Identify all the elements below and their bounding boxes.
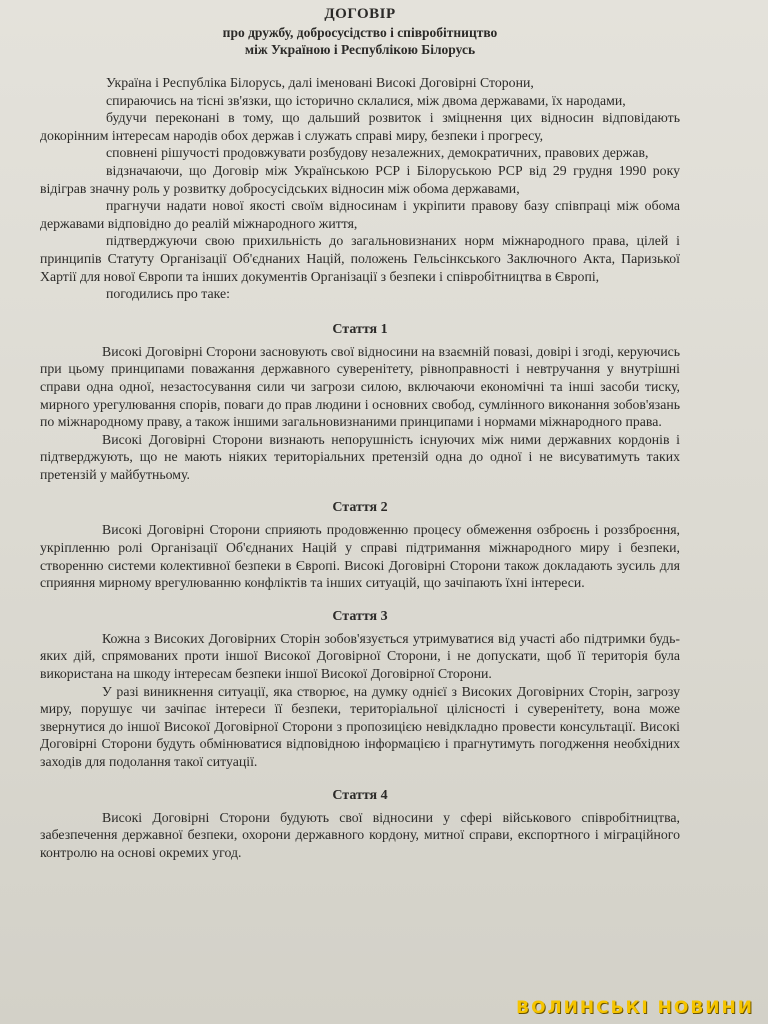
article-1 [40, 321, 680, 484]
preamble-paragraph: спираючись на тісні зв'язки, що історично склалися, між двома державами, їх народами, [106, 92, 626, 108]
preamble-paragraph: відзначаючи, що Договір між Українською РСР і Білоруською РСР від 29 грудня 1990 року відіграв значну роль у розвитку добросусідських відносин між обома державами, [40, 162, 680, 196]
article-heading: Стаття 4 [332, 787, 388, 803]
article-paragraph: Кожна з Високих Договірних Сторін зобов'язується утримуватися від участі або підтримки будь-яких дій, спрямованих проти іншої Високої Договірної Сторони, і не допускати, щоб її територія була використана на шкоду інтересам безпеки іншої Високої Договірної Сторони. [40, 630, 680, 682]
preamble-paragraph: будучи переконані в тому, що дальший розвиток і зміцнення цих відносин відповідають докорінним інтересам народів обох держав і служать справі миру, безпеки і прогресу, [40, 110, 680, 143]
preamble-paragraph: Україна і Республіка Білорусь, далі іменовані Високі Договірні Сторони, [106, 75, 534, 90]
watermark-logo: ВОЛИНСЬКІ НОВИНИ [516, 998, 754, 1018]
preamble [40, 74, 680, 303]
article-heading: Стаття 3 [332, 608, 388, 624]
preamble-paragraph: сповнені рішучості продовжувати розбудову незалежних, демократичних, правових держав, [106, 145, 649, 161]
article-heading: Стаття 2 [332, 500, 388, 516]
preamble-paragraph: підтверджуючи свою прихильність до загальновизнаних норм міжнародного права, цілей і принципів Статуту Організації Об'єднаних Націй, положень Гельсінкського Заключного Акта, Паризької Хартії для нової Європи та інших документів Організації з безпеки і співробітництва в Європі, [40, 233, 680, 284]
article-4 [40, 787, 680, 862]
document-header [40, 4, 680, 58]
article-paragraph: Високі Договірні Сторони будують свої відносини у сфері військового співробітництва, забезпечення державної безпеки, охорони державного кордону, митної справи, експортного і міграційного контролю на основі окремих угод. [40, 809, 680, 860]
article-3 [40, 608, 680, 771]
article-paragraph: Високі Договірні Сторони засновують свої відносини на взаємній повазі, довірі і згоді, керуючись при цьому принципами поважання державного суверенітету, рівноправності і невтручання у внутрішні справи одна одної, незастосування сили чи загрози силою, включаючи економічні та інші засоби тиску, мирного урегулювання спорів, поваги до прав людини і основних свобод, сумлінного виконання зобов'язань по міжнародному праву, а також іншими загальновизнаними принципами і нормами міжнародного права. [40, 343, 680, 430]
article-paragraph: Високі Договірні Сторони визнають непорушність існуючих між ними державних кордонів і підтверджують, що не мають ніяких територіальних претензій одна до одної і не висуватимуть таких претензій у майбутньому. [40, 431, 680, 482]
article-2 [40, 499, 680, 591]
document-subtitle-2: між Україною і Республікою Білорусь [244, 42, 476, 57]
article-paragraph: Високі Договірні Сторони сприяють продовженню процесу обмеження озброєнь і роззброєння, укріпленню ролі Організації Об'єднаних Націй у справі підтримання міжнародного миру і безпеки, створенню системи колективної безпеки в Європі. Високі Договірні Сторони також докладають зусиль для сприяння мирному врегулюванню конфліктів та інших ситуацій, що зачіпають їхні інтереси. [40, 522, 680, 591]
preamble-paragraph: прагнучи надати нової якості своїм відносинам і укріпити правову базу співпраці між обома державами відповідно до реалій міжнародного життя, [40, 198, 680, 231]
article-paragraph: У разі виникнення ситуації, яка створює, на думку однієї з Високих Договірних Сторін, загрозу миру, порушує чи зачіпає інтереси її безпеки, територіальної цілісності і суверенітету, вона може звернутися до іншої Високої Договірної Сторони з пропозицією невідкладно провести консультації. Високі Договірні Сторони будуть обмінюватися відповідною інформацією і прагнутимуть погодження необхідних заходів для подолання такої ситуації. [40, 683, 680, 769]
preamble-paragraph: погодились про таке: [106, 286, 230, 302]
article-heading: Стаття 1 [332, 321, 388, 337]
document-subtitle-1: про дружбу, добросусідство і співробітництво [222, 25, 498, 40]
document-title: ДОГОВІР [324, 6, 396, 22]
